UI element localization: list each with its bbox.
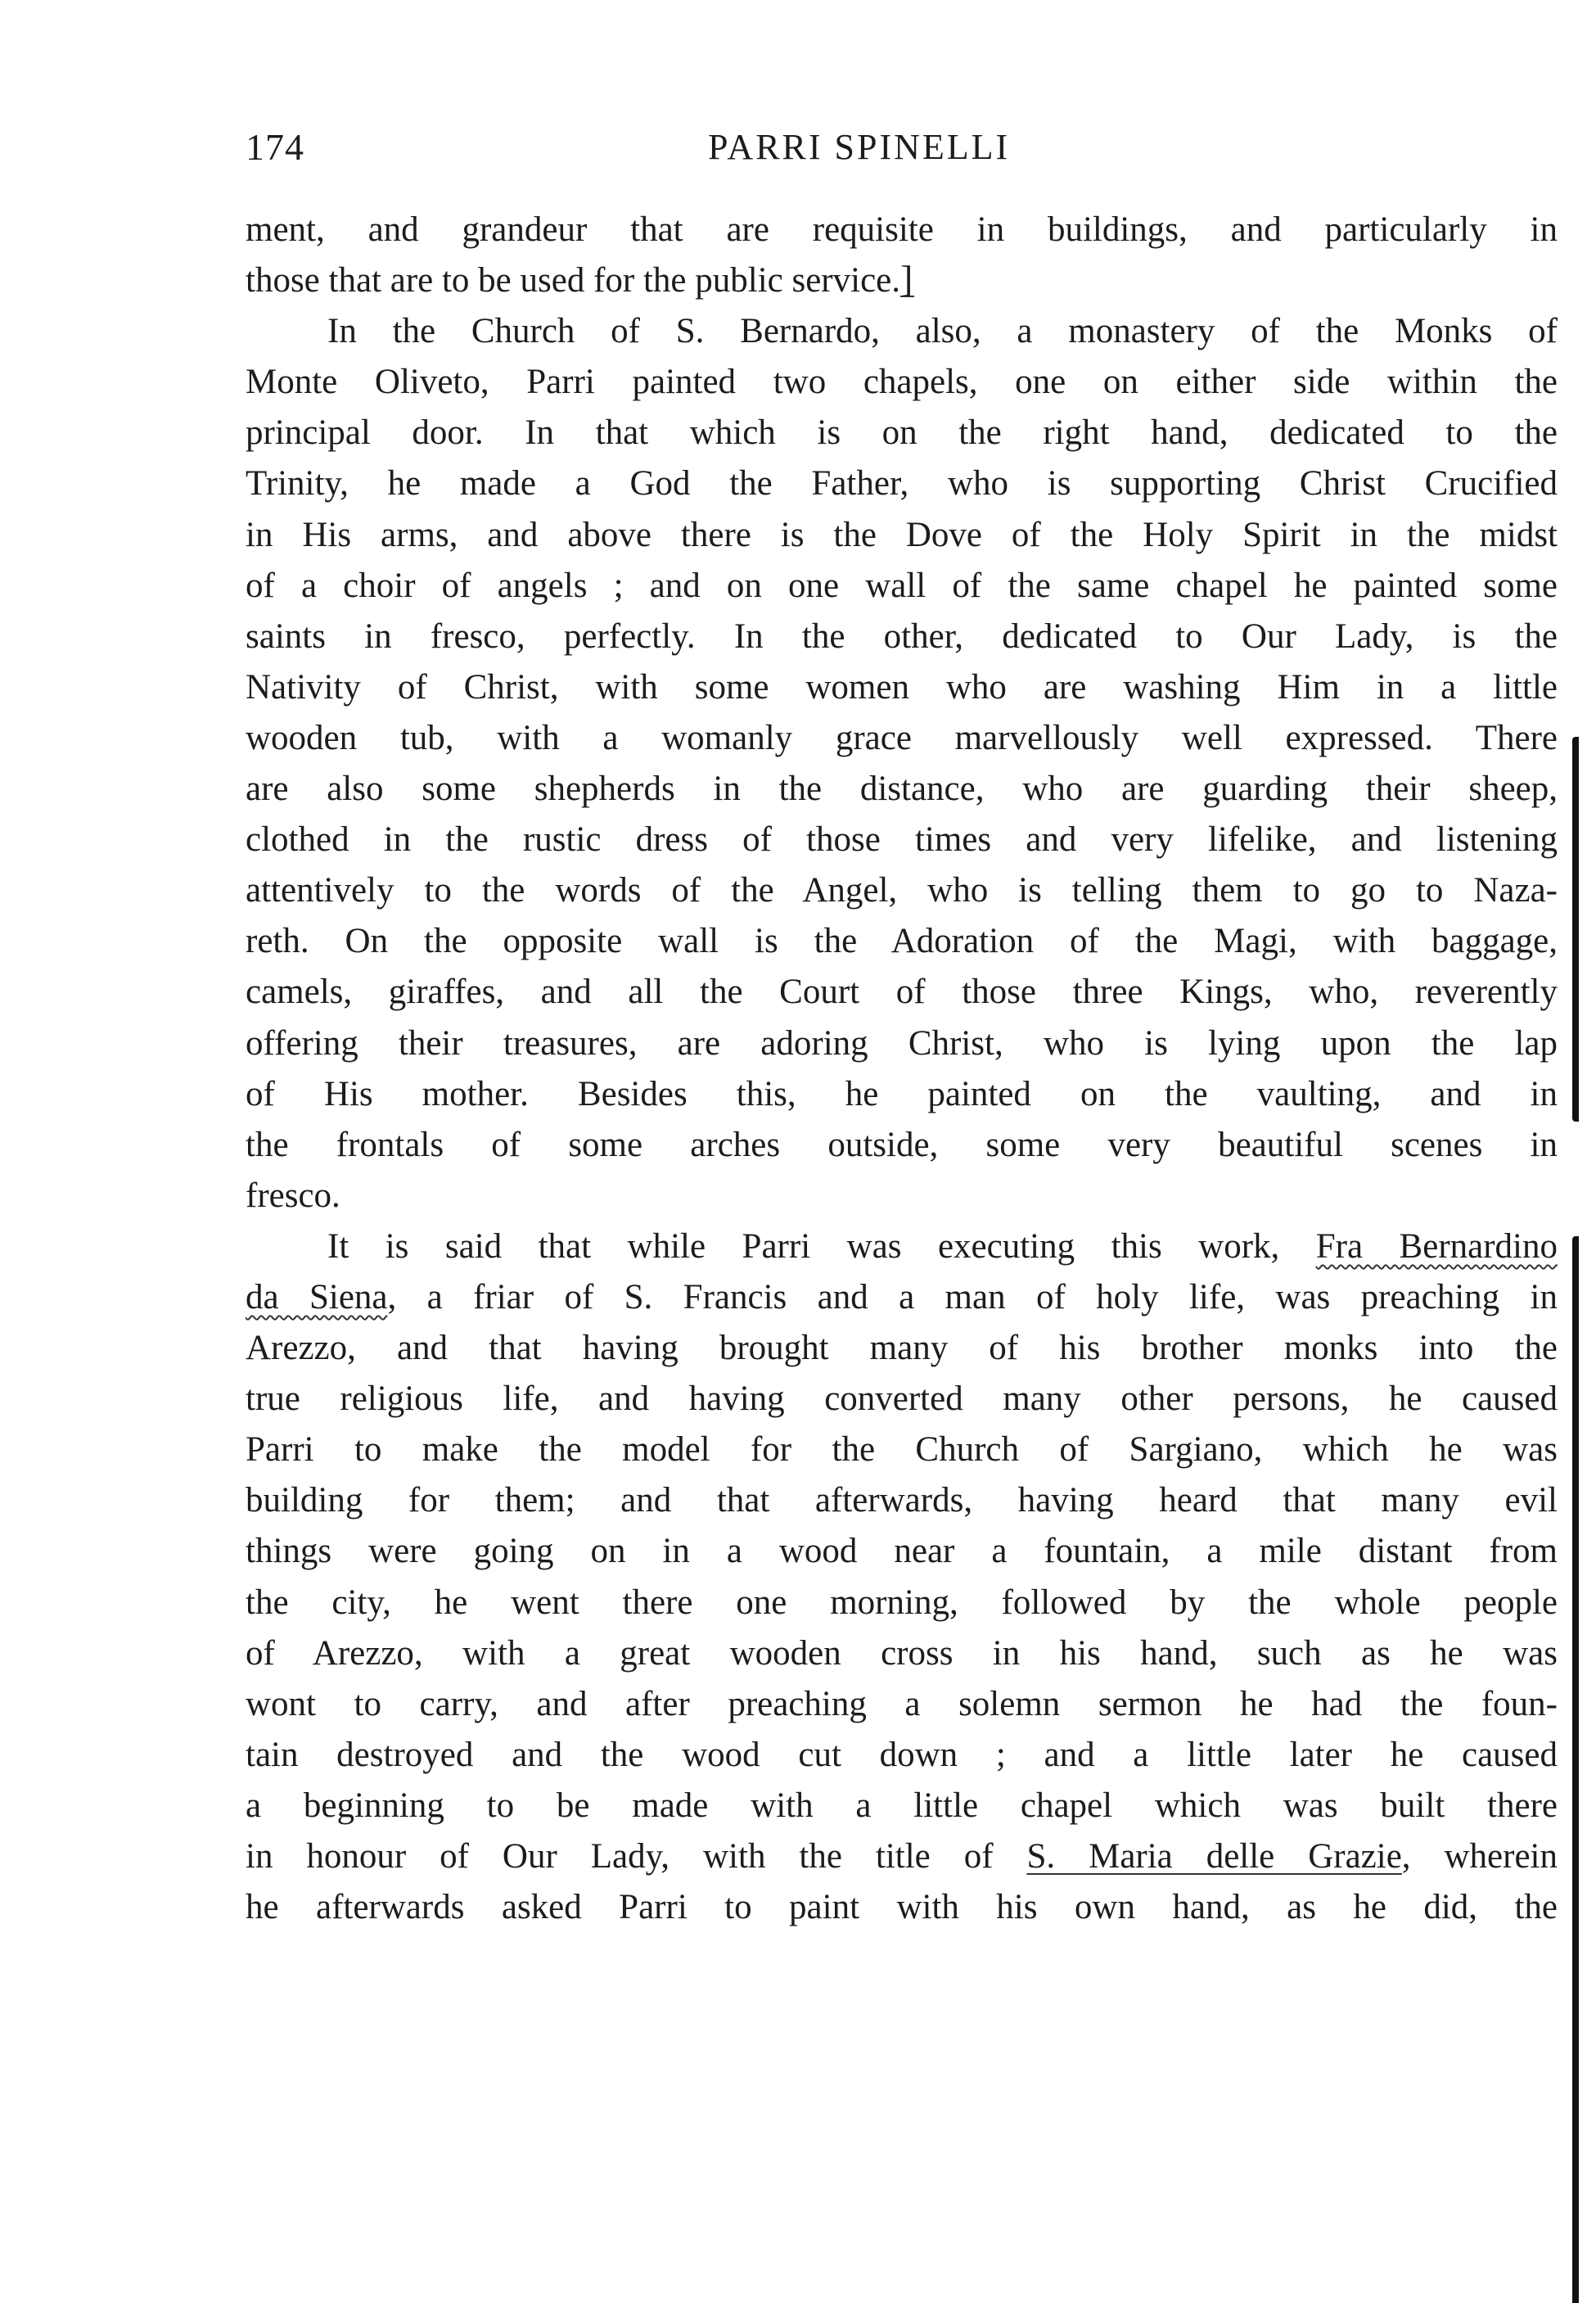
text-line: Nativity of Christ, with some women who are washing Him in a little bbox=[246, 667, 1558, 707]
text-line: in His arms, and above there is the Dove of the Holy Spirit in the midst bbox=[246, 515, 1558, 554]
text-line: camels, giraffes, and all the Court of those three Kings, who, reverently bbox=[246, 973, 1558, 1012]
underlined-title: S. Maria delle Grazie bbox=[1026, 1837, 1402, 1876]
underlined-name: da Siena bbox=[246, 1277, 388, 1316]
text-line: true religious life, and having converted many other persons, he caused bbox=[246, 1380, 1558, 1419]
text-line: Arezzo, and that having brought many of his brother monks into the bbox=[246, 1329, 1558, 1368]
text-line: tain destroyed and the wood cut down ; and a little later he caused bbox=[246, 1735, 1558, 1774]
text-run: , wherein bbox=[1401, 1837, 1558, 1876]
text-line: Monte Oliveto, Parri painted two chapels, one on either side within the bbox=[246, 363, 1558, 402]
body-text bbox=[246, 205, 1558, 1933]
text-run: It is said that while Parri was executing this work, bbox=[327, 1226, 1280, 1266]
text-line: are also some shepherds in the distance, who are guarding their sheep, bbox=[246, 770, 1558, 809]
text-line: of Arezzo, with a great wooden cross in his hand, such as he was bbox=[246, 1633, 1558, 1673]
text-line bbox=[246, 1272, 1558, 1323]
paragraph-start: In the Church of S. Bernardo, also, a monastery of the Monks of bbox=[327, 312, 1558, 351]
margin-scan-edge bbox=[1572, 737, 1579, 1122]
text-line: building for them; and that afterwards, having heard that many evil bbox=[246, 1481, 1558, 1520]
page-header bbox=[246, 123, 1555, 172]
underlined-name: Fra Bernardino bbox=[1315, 1226, 1558, 1266]
text-line: reth. On the opposite wall is the Adoration of the Magi, with baggage, bbox=[246, 922, 1558, 961]
text-line bbox=[246, 1831, 1558, 1882]
text-line: of His mother. Besides this, he painted on the vaulting, and in bbox=[246, 1074, 1558, 1113]
text-line: he afterwards asked Parri to paint with his own hand, as he did, the bbox=[246, 1888, 1558, 1927]
text-line: a beginning to be made with a little chapel which was built there bbox=[246, 1786, 1558, 1825]
paragraph-start bbox=[246, 1221, 1558, 1272]
text-line: of a choir of angels ; and on one wall of the same chapel he painted some bbox=[246, 566, 1558, 605]
text-line: ment, and grandeur that are requisite in buildings, and particularly in bbox=[246, 210, 1558, 249]
text-line: attentively to the words of the Angel, who is telling them to go to Naza- bbox=[246, 871, 1558, 910]
text-line: Parri to make the model for the Church of Sargiano, which he was bbox=[246, 1430, 1558, 1470]
text-line: saints in fresco, perfectly. In the other, dedicated to Our Lady, is the bbox=[246, 616, 1558, 656]
bracket-mark: ] bbox=[900, 258, 913, 300]
text-line: offering their treasures, are adoring Christ, who is lying upon the lap bbox=[246, 1023, 1558, 1063]
text-run: those that are to be used for the public service. bbox=[246, 261, 900, 300]
text-line: clothed in the rustic dress of those times and very lifelike, and listening bbox=[246, 820, 1558, 860]
text-line bbox=[246, 255, 1558, 306]
text-line: Trinity, he made a God the Father, who is supporting Christ Crucified bbox=[246, 464, 1558, 503]
running-head: PARRI SPINELLI bbox=[708, 127, 1011, 167]
text-line: things were going on in a wood near a fountain, a mile distant from bbox=[246, 1532, 1558, 1571]
text-run: , a friar of S. Francis and a man of holy life, was preaching in bbox=[387, 1277, 1558, 1316]
text-line: principal door. In that which is on the right hand, dedicated to the bbox=[246, 413, 1558, 453]
text-line: the city, he went there one morning, followed by the whole people bbox=[246, 1583, 1558, 1622]
text-line: wooden tub, with a womanly grace marvellously well expressed. There bbox=[246, 718, 1558, 757]
text-line: the frontals of some arches outside, some very beautiful scenes in bbox=[246, 1125, 1558, 1164]
text-line: fresco. bbox=[246, 1176, 340, 1215]
margin-scan-edge bbox=[1572, 1236, 1579, 2303]
text-line: wont to carry, and after preaching a solemn sermon he had the foun- bbox=[246, 1684, 1558, 1723]
text-run: in honour of Our Lady, with the title of bbox=[246, 1837, 994, 1876]
page-number: 174 bbox=[246, 126, 304, 168]
